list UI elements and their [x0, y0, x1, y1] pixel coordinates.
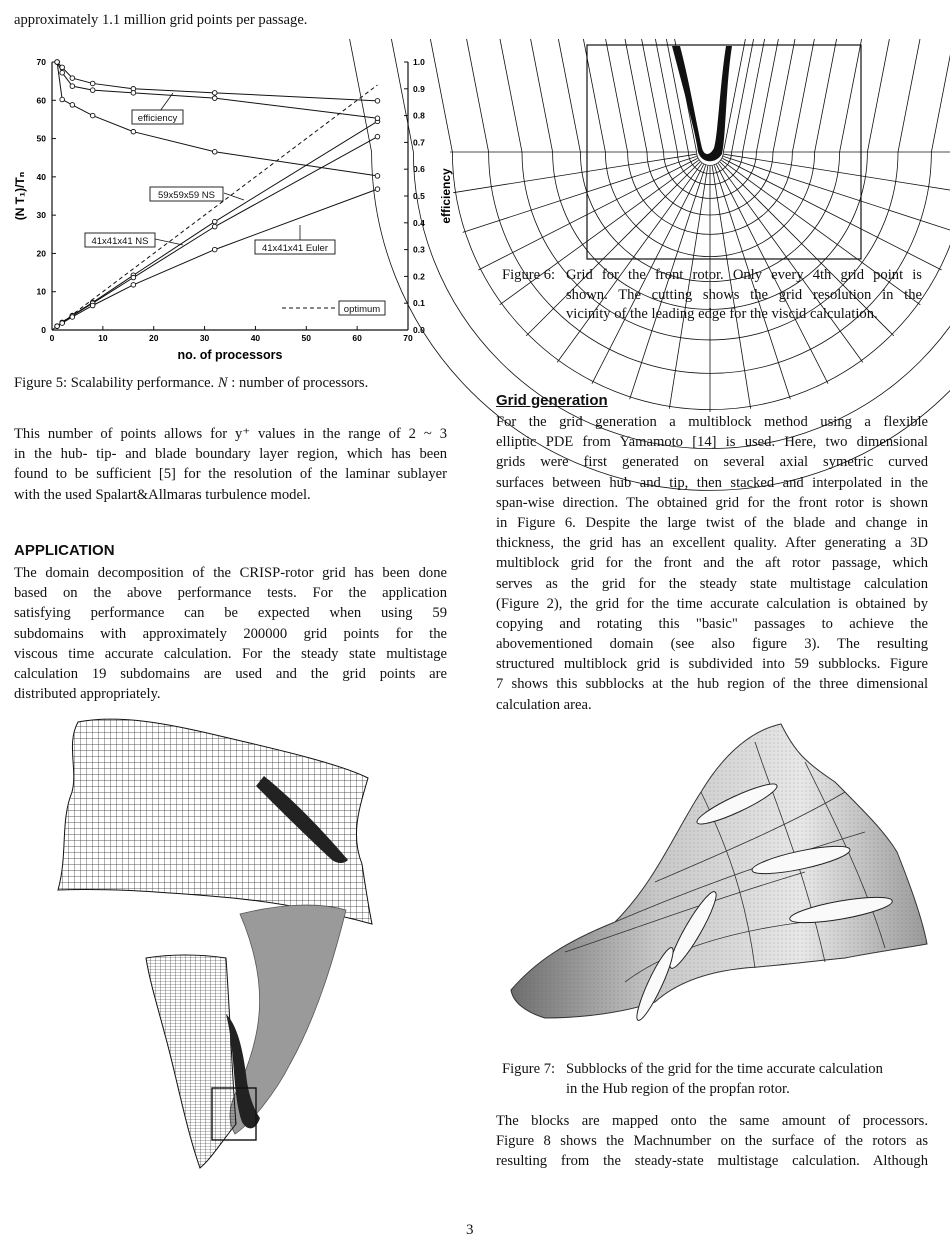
data-point — [60, 97, 65, 102]
series-line-6 — [57, 62, 377, 176]
text-line: This number of points allows for y⁺ values in the range of 2 ~ 3 — [14, 426, 447, 442]
application-paragraph — [14, 563, 447, 704]
hub-grid-surface — [58, 719, 372, 924]
text-line: span-wise direction. The obtained grid for the front rotor is shown — [496, 494, 928, 511]
text-line: The domain decomposition of the CRISP-rotor grid has been done — [14, 565, 447, 581]
text-line: serves as the grid for the steady state multistage calculation — [496, 575, 928, 592]
ns41-label: 41x41x41 NS — [91, 236, 149, 247]
data-point — [375, 174, 380, 179]
front-rotor-grid-figure — [586, 44, 862, 260]
y-right-tick-label: 0.6 — [413, 164, 425, 175]
data-point — [212, 219, 217, 224]
optimum-label: optimum — [343, 304, 381, 315]
y-tick-label: 60 — [36, 95, 46, 106]
data-point — [131, 91, 136, 96]
text-line: The blocks are mapped onto the same amount of processors. — [496, 1113, 928, 1129]
y-right-tick-label: 0.2 — [413, 271, 425, 282]
series-line-4 — [57, 62, 377, 101]
x-tick-label: 40 — [250, 333, 261, 343]
data-point — [90, 303, 95, 308]
application-heading: APPLICATION — [14, 542, 115, 559]
data-point — [375, 134, 380, 139]
figure7-caption — [502, 1060, 932, 1100]
text-line: Figure 8 shows the Machnumber on the surface of the rotors as — [496, 1133, 928, 1150]
data-point — [212, 91, 217, 96]
data-point — [55, 324, 60, 329]
text-line: elliptic PDE from Yamamoto [14] is used. Here, two dimensional — [496, 434, 928, 451]
data-point — [212, 149, 217, 154]
y-tick-label: 30 — [36, 210, 46, 221]
text-line: copying and rotating this "basic" passages to achieve the — [496, 615, 928, 632]
data-point — [70, 103, 75, 108]
x-tick-label: 0 — [49, 333, 55, 343]
data-point — [90, 81, 95, 86]
text-line: Grid for the front rotor. Only every 4th grid point is — [566, 267, 922, 283]
text-line: Subblocks of the grid for the time accurate calculation — [566, 1061, 883, 1077]
tip-grid-surface — [146, 955, 236, 1168]
text-line: 7 shows this subblocks at the hub region of the three dimensional — [496, 676, 928, 693]
ns41-callout-leader — [155, 239, 183, 245]
page-number: 3 — [466, 1222, 474, 1238]
data-point — [70, 76, 75, 81]
text-line: shown. The cutting shows the grid resolution in the — [566, 286, 922, 303]
x-tick-label: 10 — [98, 333, 108, 343]
text-line: calculation 19 subdomains are used and the grid points are — [14, 665, 447, 682]
text-line: with the used Spalart&Allmaras turbulence model. — [14, 486, 311, 503]
efficiency-label: efficiency — [137, 113, 178, 124]
text-line: approximately 1.1 million grid points per passage. — [14, 12, 308, 28]
data-point — [131, 283, 136, 288]
figure5-caption-text-b: : number of processors. — [231, 375, 369, 391]
blade-grid-figure — [50, 714, 390, 1174]
y-axis-label: (N T₁)/Tₙ — [13, 171, 27, 221]
y-right-tick-label: 0.4 — [413, 217, 425, 228]
hub-subblocks-figure — [505, 722, 935, 1022]
text-line: thickness, the grid has an excellent quality. After generating a 3D — [496, 535, 928, 552]
text-line: in Figure 6. Despite the large twist of the blade and change in — [496, 514, 928, 531]
text-line: For the grid generation a multiblock method using a flexible — [496, 414, 928, 430]
y-right-tick-label: 0.7 — [413, 137, 425, 148]
figure5-caption-label: Figure 5: — [14, 375, 68, 391]
y-right-tick-label: 0.1 — [413, 298, 425, 309]
figure6-caption-text — [566, 266, 922, 325]
text-line: multiblock grid for the front and the aft rotor passage, which — [496, 555, 928, 572]
text-line: viscous time accurate calculation. For the steady state multistage — [14, 645, 447, 662]
text-line: based on the above performance tests. For the application — [14, 585, 447, 602]
figure5-caption — [14, 374, 454, 394]
x-axis-label: no. of processors — [177, 348, 283, 362]
text-line: in the hub- tip- and blade boundary layer region, which has been — [14, 446, 447, 463]
text-line: distributed appropriately. — [14, 686, 161, 703]
text-line: abovementioned domain (see also figure 3). The resulting — [496, 636, 928, 653]
y-tick-label: 70 — [36, 57, 46, 67]
blocks-paragraph — [496, 1111, 928, 1172]
ns59-label: 59x59x59 NS — [157, 190, 216, 201]
intro-line — [14, 10, 454, 30]
y-right-tick-label: 0.5 — [413, 191, 425, 201]
data-point — [131, 275, 136, 280]
figure7-caption-text — [566, 1060, 932, 1099]
data-point — [55, 60, 60, 65]
data-point — [212, 96, 217, 101]
data-point — [375, 116, 380, 121]
scalability-chart — [10, 50, 453, 365]
text-line: resulting from the steady-state multistage calculation. Although — [496, 1153, 928, 1170]
efficiency-callout-leader — [160, 93, 173, 111]
ns59-callout-leader — [224, 193, 244, 200]
data-point — [60, 65, 65, 70]
y-right-tick-label: 0.8 — [413, 110, 425, 121]
x-tick-label: 20 — [148, 333, 159, 343]
data-point — [90, 88, 95, 93]
y-right-tick-label: 0.3 — [413, 244, 425, 255]
text-line: vicinity of the leading edge for the viscid calculation. — [566, 306, 878, 322]
yplus-paragraph — [14, 424, 447, 505]
series-line-1 — [57, 137, 377, 327]
figure6-caption — [502, 266, 922, 326]
data-point — [375, 187, 380, 192]
data-point — [60, 70, 65, 75]
text-line: subdomains with approximately 200000 grid points for the — [14, 625, 447, 642]
x-tick-label: 70 — [403, 333, 413, 343]
y-right-axis-label: efficiency — [439, 168, 453, 224]
series-line-2 — [57, 189, 377, 326]
text-line: surfaces between hub and tip, then stacked and interpolated in the — [496, 474, 928, 491]
text-line: structured multiblock grid is subdivided into 59 subblocks. Figure — [496, 656, 928, 673]
text-line: calculation area. — [496, 696, 592, 713]
text-line: satisfying performance can be expected when using 59 — [14, 605, 447, 622]
data-point — [90, 113, 95, 118]
x-tick-label: 50 — [301, 333, 312, 343]
y-tick-label: 20 — [36, 248, 46, 259]
x-tick-label: 30 — [199, 333, 210, 343]
data-point — [131, 129, 136, 134]
data-point — [70, 84, 75, 89]
grid-generation-paragraph — [496, 412, 928, 715]
text-line: grids were first generated on several axial symetric curved — [496, 454, 928, 471]
data-point — [60, 321, 65, 326]
y-tick-label: 0 — [41, 325, 46, 335]
y-tick-label: 40 — [36, 171, 46, 182]
data-point — [212, 224, 217, 229]
data-point — [212, 247, 217, 252]
figure5-caption-text: Scalability performance. — [70, 375, 215, 391]
figure6-caption-label: Figure 6: — [502, 267, 556, 283]
series-line-5 — [57, 62, 377, 118]
y-tick-label: 10 — [36, 286, 46, 297]
x-tick-label: 60 — [352, 333, 362, 343]
text-line: found to be sufficient [5] for the resolution of the laminar sublayer — [14, 466, 447, 483]
data-point — [70, 315, 75, 320]
y-tick-label: 50 — [36, 133, 46, 144]
y-right-tick-label: 0.9 — [413, 83, 425, 94]
y-right-tick-label: 1.0 — [413, 57, 425, 67]
text-line: in the Hub region of the propfan rotor. — [566, 1080, 790, 1097]
figure7-caption-label: Figure 7: — [502, 1061, 556, 1077]
text-line: (Figure 2), the grid for the time accurate calculation is obtained by — [496, 595, 928, 612]
data-point — [375, 99, 380, 104]
y-right-tick-label: 0.0 — [413, 325, 425, 335]
euler-label: 41x41x41 Euler — [261, 243, 329, 254]
grid-generation-heading: Grid generation — [496, 392, 608, 409]
figure5-caption-n: N — [217, 375, 228, 391]
